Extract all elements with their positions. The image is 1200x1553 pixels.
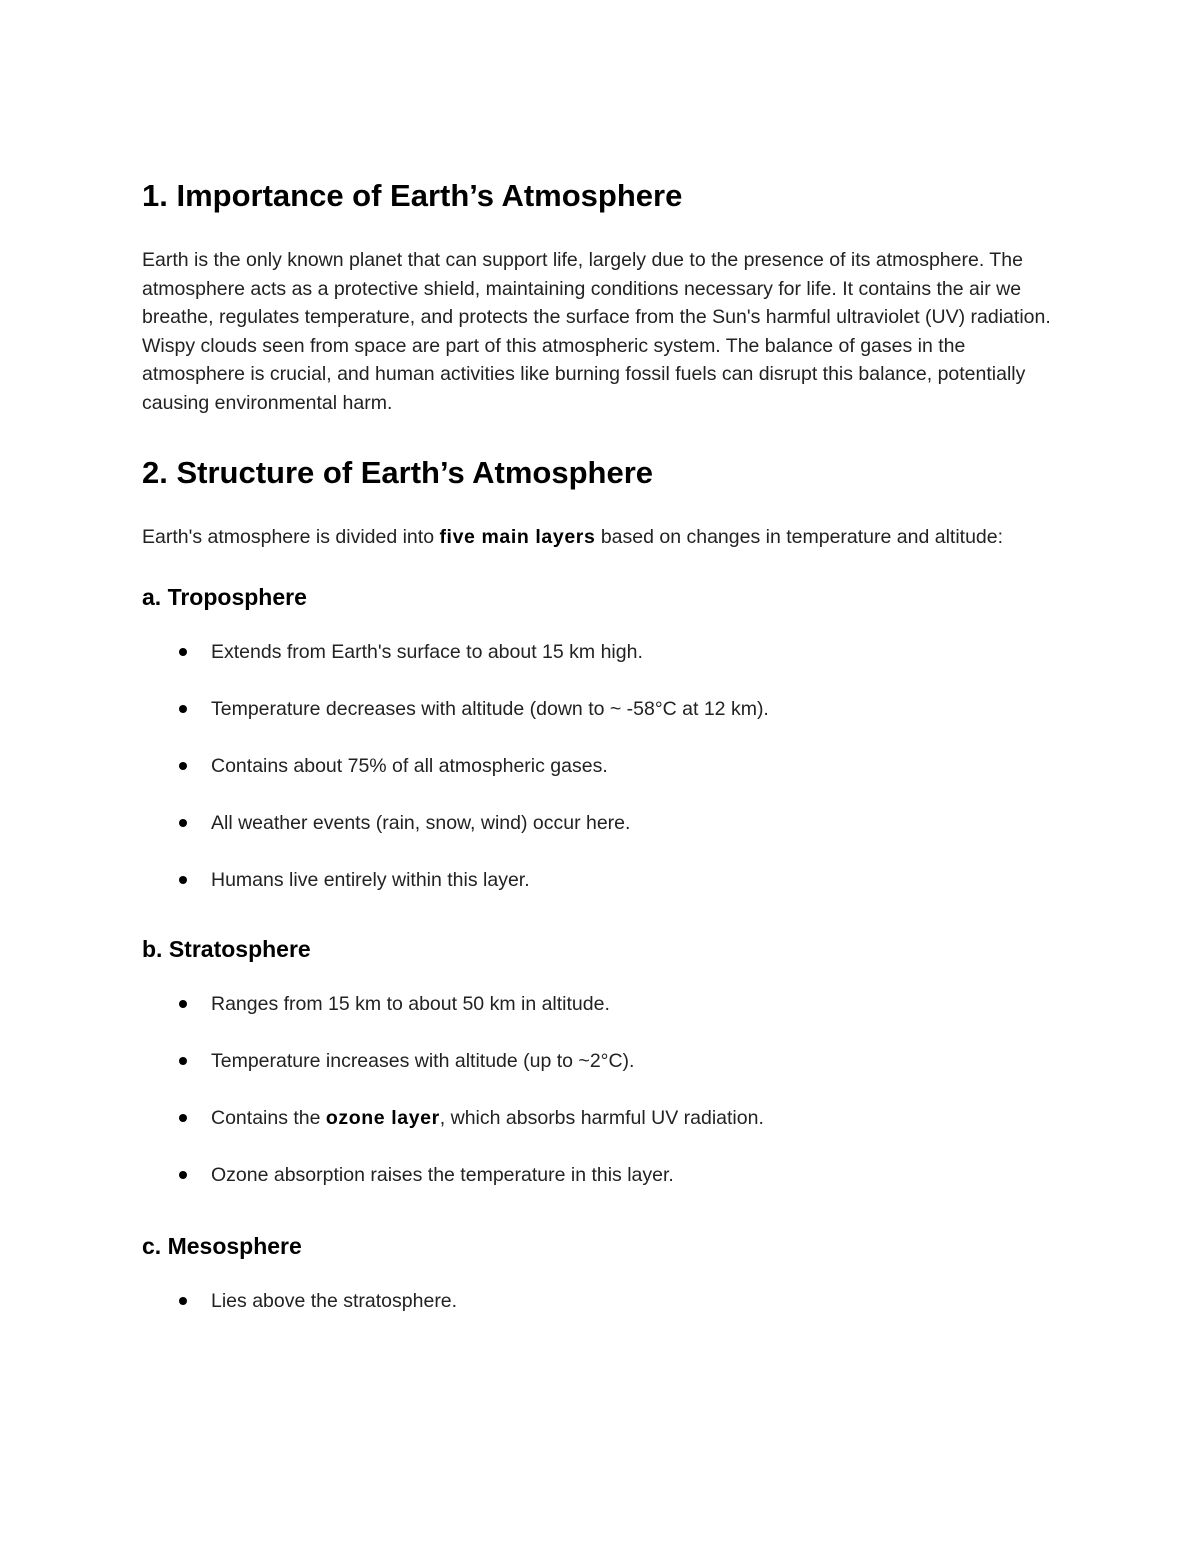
list-item xyxy=(142,990,1052,1018)
list-item xyxy=(142,866,1052,894)
list-item-text: Extends from Earth's surface to about 15 km high. xyxy=(211,640,643,663)
subheading-stratosphere: b. Stratosphere xyxy=(142,935,311,962)
structure-intro-text: Earth's atmosphere is divided into xyxy=(142,526,440,548)
list-item xyxy=(142,1047,1052,1075)
bullet-icon xyxy=(179,1114,187,1122)
list-item-text: Contains the xyxy=(211,1106,326,1129)
list-item-text: Ranges from 15 km to about 50 km in altitude. xyxy=(211,992,610,1015)
list-item xyxy=(142,1104,1052,1132)
bullet-icon xyxy=(179,819,187,827)
troposphere-list xyxy=(142,638,1052,894)
bullet-icon xyxy=(179,648,187,656)
list-item xyxy=(142,695,1052,723)
ozone-layer-emphasis: ozone layer xyxy=(325,1106,440,1129)
list-item xyxy=(142,752,1052,780)
list-item xyxy=(142,809,1052,837)
bullet-icon xyxy=(179,876,187,884)
bullet-icon xyxy=(179,1057,187,1065)
bullet-icon xyxy=(179,1000,187,1008)
bullet-icon xyxy=(179,705,187,713)
list-item xyxy=(142,1161,1052,1189)
list-item xyxy=(142,638,1052,666)
stratosphere-list xyxy=(142,990,1052,1189)
bullet-icon xyxy=(179,1297,187,1305)
subheading-mesosphere: c. Mesosphere xyxy=(142,1232,302,1259)
list-item-text: Contains about 75% of all atmospheric gases. xyxy=(211,754,608,777)
importance-paragraph: Earth is the only known planet that can support life, largely due to the presence of its atmosphere. The atmosphere acts as a protective shield, maintaining conditions necessary for life. It contains the air we breathe, regulates temperature, and protects the surface from the Sun's harmful ultraviolet (UV) radiation. Wispy clouds seen from space are part of this atmospheric system. The balance of gases in the atmosphere is crucial, and human activities like burning fossil fuels can disrupt this balance, potentially causing environmental harm. xyxy=(142,249,1051,414)
document-page xyxy=(142,170,1052,1344)
mesosphere-list xyxy=(142,1287,1052,1315)
structure-intro-text-end: based on changes in temperature and altitude: xyxy=(595,526,1004,548)
bullet-icon xyxy=(179,1171,187,1179)
section-heading-importance: 1. Importance of Earth’s Atmosphere xyxy=(142,178,683,213)
list-item-text-end: , which absorbs harmful UV radiation. xyxy=(439,1106,764,1129)
list-item-text: Ozone absorption raises the temperature in this layer. xyxy=(211,1163,674,1186)
list-item-text: Temperature decreases with altitude (down to ~ -58°C at 12 km). xyxy=(211,697,769,720)
list-item-text: All weather events (rain, snow, wind) occur here. xyxy=(211,811,631,834)
list-item-text: Humans live entirely within this layer. xyxy=(211,868,530,891)
subheading-troposphere: a. Troposphere xyxy=(142,583,307,610)
structure-intro-paragraph xyxy=(142,523,1052,552)
list-item-text: Temperature increases with altitude (up to ~2°C). xyxy=(211,1049,635,1072)
list-item-text: Lies above the stratosphere. xyxy=(211,1289,458,1312)
list-item xyxy=(142,1287,1052,1315)
section-heading-structure: 2. Structure of Earth’s Atmosphere xyxy=(142,455,654,490)
bullet-icon xyxy=(179,762,187,770)
five-main-layers-emphasis: five main layers xyxy=(439,526,596,548)
